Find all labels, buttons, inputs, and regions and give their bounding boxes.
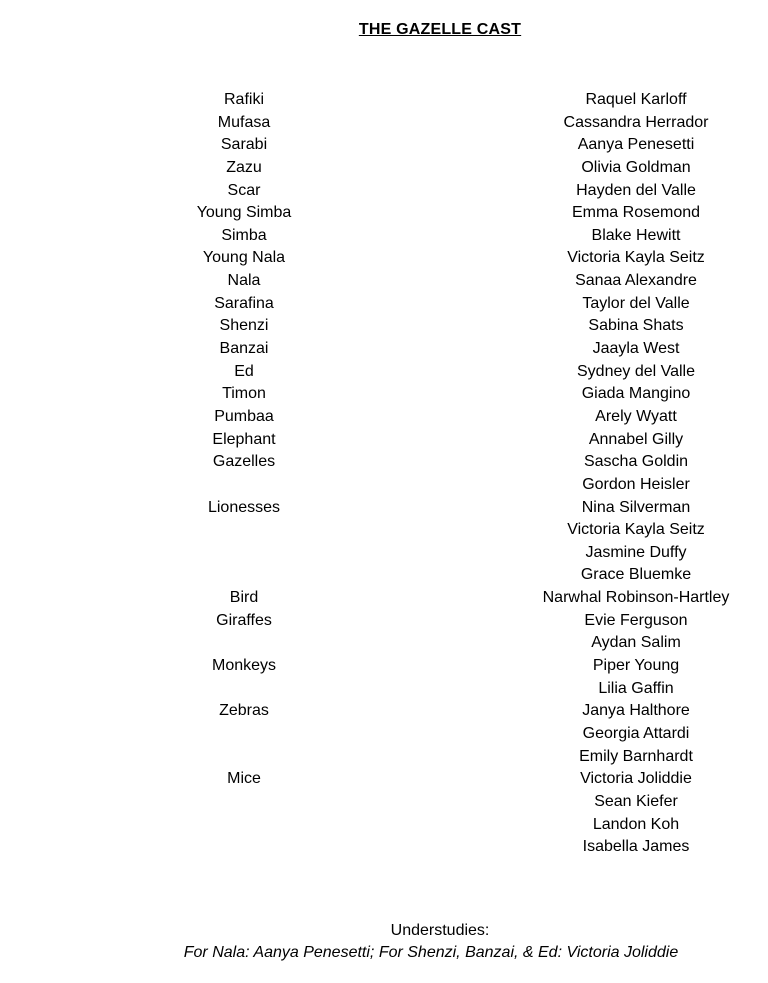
actor-name: Annabel Gilly (588, 430, 684, 448)
actor-name: Sydney del Valle (577, 362, 695, 380)
actor-name: Raquel Karloff (585, 91, 687, 108)
role-blank (134, 632, 354, 655)
actor-name: Sanaa Alexandre (575, 272, 697, 290)
role-zebras: Zebras (219, 702, 269, 720)
actor-name: Victoria Kayla Seitz (567, 521, 705, 539)
actor-name: Blake Hewitt (591, 226, 681, 244)
actor-name: Lilia Gaffin (598, 679, 674, 697)
role-sarafina: Sarafina (214, 294, 274, 312)
actor-name: Victoria Kayla Seitz (567, 249, 705, 267)
role-blank (134, 791, 354, 814)
role-rafiki: Rafiki (223, 91, 264, 108)
role-blank (134, 519, 354, 542)
role-simba: Simba (221, 226, 267, 244)
actor-name: Evie Ferguson (584, 611, 688, 629)
roles-column (134, 89, 354, 859)
actor-name: Olivia Goldman (581, 158, 691, 176)
role-banzai: Banzai (219, 340, 269, 358)
actor-name: Jaayla West (592, 340, 680, 358)
role-mufasa: Mufasa (217, 113, 271, 131)
actor-name: Nina Silverman (581, 498, 691, 516)
role-blank (134, 836, 354, 859)
understudies-heading: Understudies: (390, 922, 490, 939)
role-young-simba: Young Simba (196, 204, 292, 222)
role-young-nala: Young Nala (202, 249, 286, 267)
actor-name: Giada Mangino (581, 385, 691, 403)
role-shenzi: Shenzi (219, 317, 269, 335)
role-mice: Mice (227, 770, 261, 788)
actor-name: Narwhal Robinson-Hartley (542, 589, 730, 607)
role-timon: Timon (222, 385, 266, 403)
role-scar: Scar (227, 181, 261, 199)
actor-name: Gordon Heisler (582, 475, 690, 493)
role-blank (134, 678, 354, 701)
actor-name: Sabina Shats (588, 317, 684, 335)
actor-name: Cassandra Herrador (563, 113, 709, 131)
role-blank (134, 542, 354, 565)
actors-column (506, 89, 766, 859)
role-blank (134, 564, 354, 587)
role-nala: Nala (227, 272, 261, 290)
actor-name: Aydan Salim (591, 634, 681, 652)
actor-name: Jasmine Duffy (585, 543, 687, 561)
actor-name: Piper Young (592, 657, 680, 675)
role-blank (134, 474, 354, 497)
role-elephant: Elephant (212, 430, 276, 448)
actor-name: Taylor del Valle (582, 294, 690, 312)
understudies-detail: For Nala: Aanya Penesetti; For Shenzi, Banzai, & Ed: Victoria Joliddie (183, 944, 679, 961)
role-blank (134, 746, 354, 769)
understudies-section (0, 920, 768, 964)
actor-name: Janya Halthore (582, 702, 690, 720)
role-sarabi: Sarabi (220, 136, 268, 154)
role-gazelles: Gazelles (212, 453, 276, 471)
page-title: THE GAZELLE CAST (358, 21, 522, 38)
actor-name: Sean Kiefer (594, 792, 678, 810)
role-ed: Ed (234, 362, 254, 380)
role-monkeys: Monkeys (211, 657, 277, 675)
actor-name: Aanya Penesetti (577, 136, 695, 154)
actor-name: Georgia Attardi (582, 724, 690, 742)
role-blank (134, 814, 354, 837)
actor-name: Isabella James (582, 838, 690, 856)
role-blank (134, 723, 354, 746)
actor-name: Emily Barnhardt (579, 747, 693, 765)
role-zazu: Zazu (226, 158, 262, 176)
role-pumbaa: Pumbaa (214, 407, 274, 425)
role-lionesses: Lionesses (207, 498, 281, 516)
actor-name: Sascha Goldin (583, 453, 689, 471)
actor-name: Emma Rosemond (571, 204, 701, 222)
actor-name: Arely Wyatt (595, 407, 677, 425)
actor-name: Hayden del Valle (576, 181, 696, 199)
role-bird: Bird (229, 589, 259, 607)
actor-name: Landon Koh (592, 815, 680, 833)
actor-name: Grace Bluemke (580, 566, 692, 584)
actor-name: Victoria Joliddie (580, 770, 692, 788)
role-giraffes: Giraffes (216, 611, 272, 629)
